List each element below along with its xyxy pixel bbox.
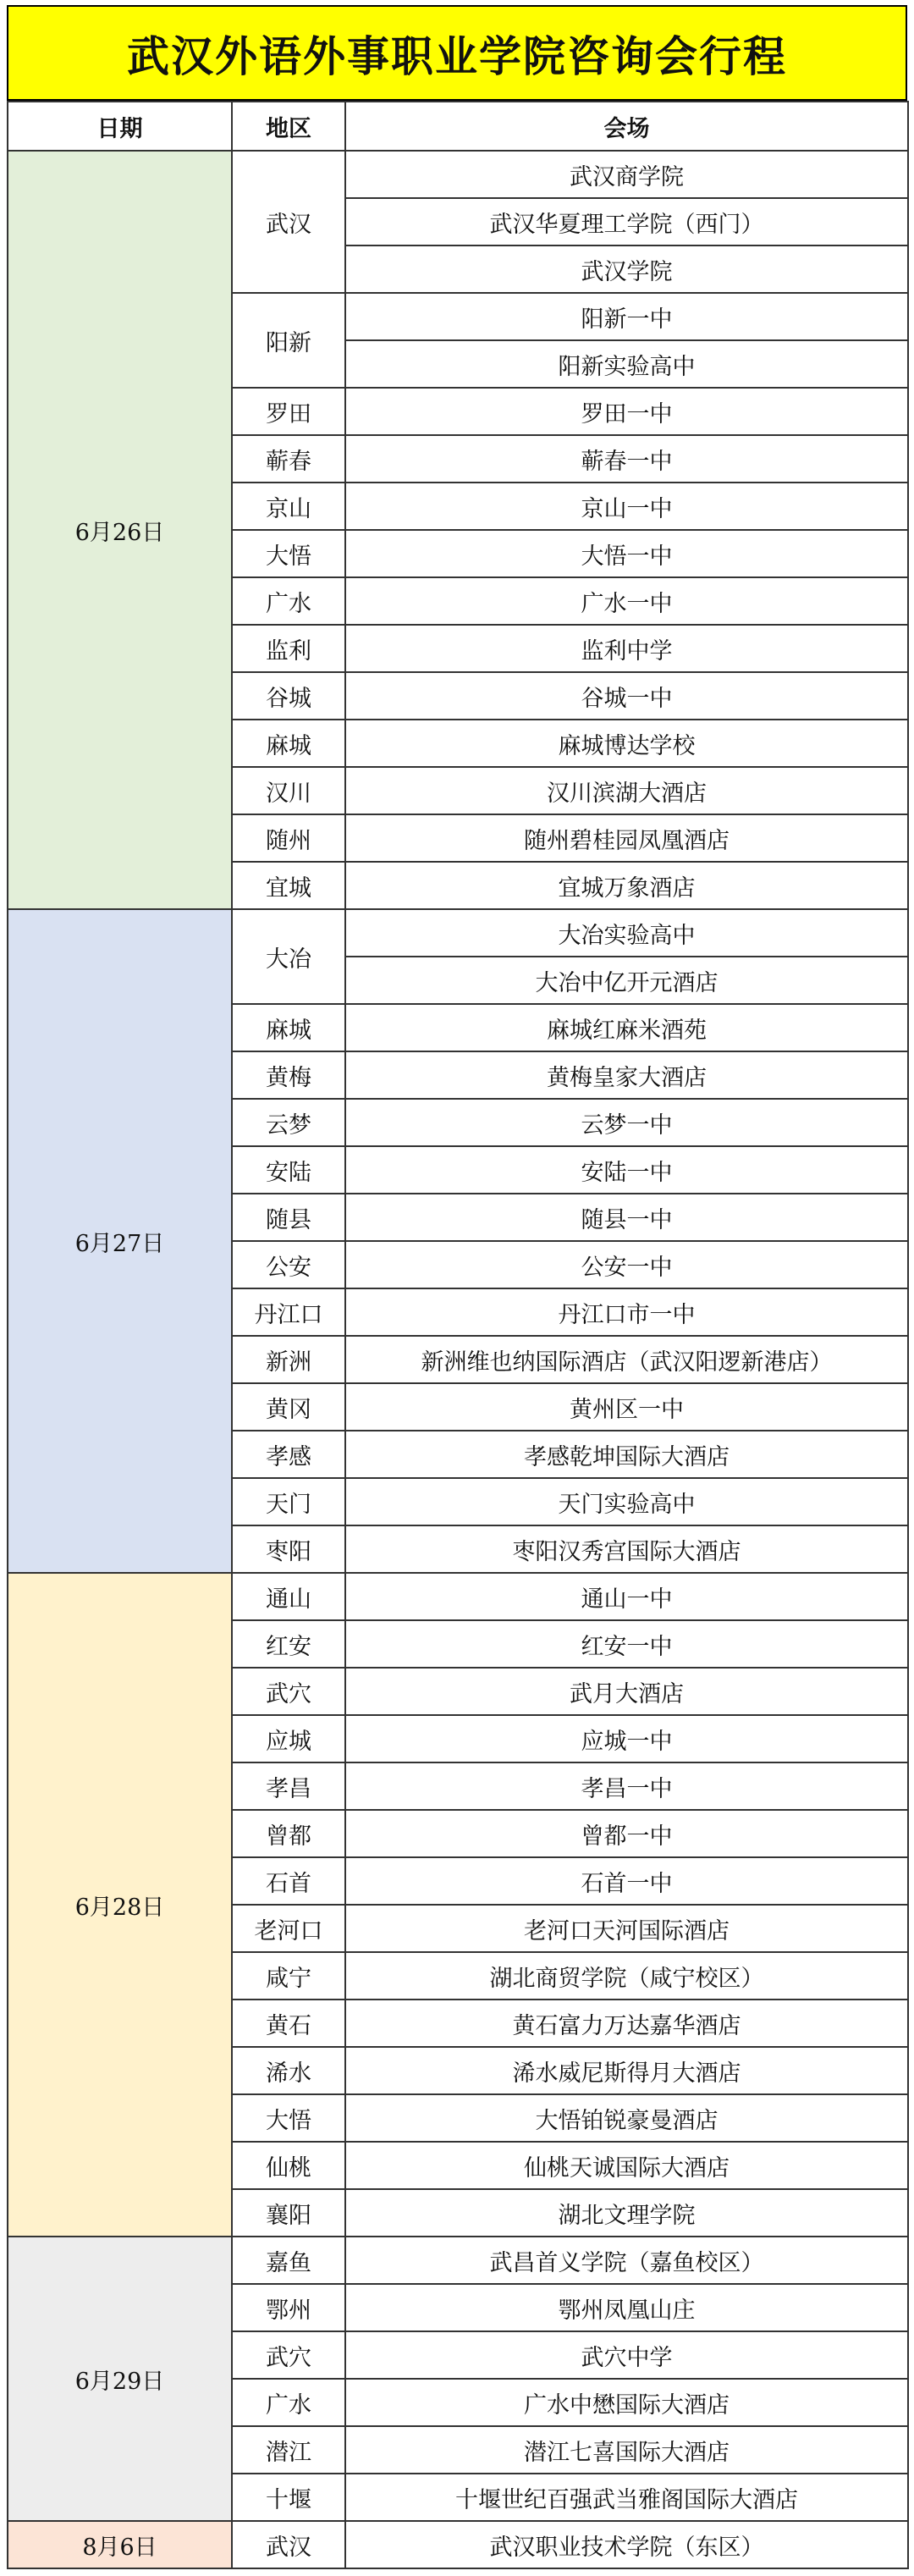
region-cell: 孝感 xyxy=(232,1431,345,1478)
region-cell: 京山 xyxy=(232,483,345,530)
table-row xyxy=(8,909,908,957)
schedule-sheet xyxy=(7,5,907,2569)
venue-cell: 孝感乾坤国际大酒店 xyxy=(345,1431,908,1478)
region-cell: 大冶 xyxy=(232,909,345,1004)
region-cell: 阳新 xyxy=(232,293,345,388)
venue-cell: 武汉商学院 xyxy=(345,151,908,198)
header-date: 日期 xyxy=(8,102,232,151)
venue-cell: 武汉学院 xyxy=(345,245,908,293)
region-cell: 随县 xyxy=(232,1194,345,1241)
venue-cell: 鄂州凤凰山庄 xyxy=(345,2284,908,2331)
venue-cell: 新洲维也纳国际酒店（武汉阳逻新港店） xyxy=(345,1336,908,1383)
venue-cell: 石首一中 xyxy=(345,1857,908,1905)
region-cell: 鄂州 xyxy=(232,2284,345,2331)
region-cell: 黄石 xyxy=(232,2000,345,2047)
venue-cell: 潜江七喜国际大酒店 xyxy=(345,2426,908,2474)
venue-cell: 云梦一中 xyxy=(345,1099,908,1146)
venue-cell: 随县一中 xyxy=(345,1194,908,1241)
venue-cell: 通山一中 xyxy=(345,1573,908,1620)
region-cell: 咸宁 xyxy=(232,1952,345,2000)
venue-cell: 老河口天河国际酒店 xyxy=(345,1905,908,1952)
region-cell: 罗田 xyxy=(232,388,345,435)
schedule-table xyxy=(7,101,909,2569)
region-cell: 仙桃 xyxy=(232,2142,345,2189)
region-cell: 武汉 xyxy=(232,2521,345,2568)
venue-cell: 麻城红麻米酒苑 xyxy=(345,1004,908,1051)
venue-cell: 汉川滨湖大酒店 xyxy=(345,767,908,814)
venue-cell: 大悟一中 xyxy=(345,530,908,577)
venue-cell: 武月大酒店 xyxy=(345,1668,908,1715)
region-cell: 十堰 xyxy=(232,2474,345,2521)
venue-cell: 宜城万象酒店 xyxy=(345,862,908,909)
region-cell: 曾都 xyxy=(232,1810,345,1857)
region-cell: 浠水 xyxy=(232,2047,345,2094)
venue-cell: 阳新实验高中 xyxy=(345,340,908,388)
venue-cell: 武昌首义学院（嘉鱼校区） xyxy=(345,2237,908,2284)
date-cell: 6月27日 xyxy=(8,909,232,1573)
region-cell: 黄冈 xyxy=(232,1383,345,1431)
venue-cell: 阳新一中 xyxy=(345,293,908,340)
region-cell: 老河口 xyxy=(232,1905,345,1952)
region-cell: 武穴 xyxy=(232,2331,345,2379)
region-cell: 麻城 xyxy=(232,720,345,767)
venue-cell: 应城一中 xyxy=(345,1715,908,1762)
region-cell: 新洲 xyxy=(232,1336,345,1383)
venue-cell: 孝昌一中 xyxy=(345,1762,908,1810)
venue-cell: 武汉华夏理工学院（西门） xyxy=(345,198,908,245)
region-cell: 武穴 xyxy=(232,1668,345,1715)
region-cell: 监利 xyxy=(232,625,345,672)
venue-cell: 黄梅皇家大酒店 xyxy=(345,1051,908,1099)
venue-cell: 天门实验高中 xyxy=(345,1478,908,1525)
region-cell: 谷城 xyxy=(232,672,345,720)
region-cell: 宜城 xyxy=(232,862,345,909)
region-cell: 广水 xyxy=(232,577,345,625)
venue-cell: 安陆一中 xyxy=(345,1146,908,1194)
venue-cell: 大悟铂锐豪曼酒店 xyxy=(345,2094,908,2142)
region-cell: 汉川 xyxy=(232,767,345,814)
venue-cell: 蕲春一中 xyxy=(345,435,908,483)
date-cell: 6月28日 xyxy=(8,1573,232,2237)
venue-cell: 京山一中 xyxy=(345,483,908,530)
venue-cell: 广水中懋国际大酒店 xyxy=(345,2379,908,2426)
venue-cell: 广水一中 xyxy=(345,577,908,625)
region-cell: 蕲春 xyxy=(232,435,345,483)
table-row xyxy=(8,151,908,198)
region-cell: 潜江 xyxy=(232,2426,345,2474)
venue-cell: 武汉职业技术学院（东区） xyxy=(345,2521,908,2568)
region-cell: 广水 xyxy=(232,2379,345,2426)
venue-cell: 监利中学 xyxy=(345,625,908,672)
date-cell: 6月26日 xyxy=(8,151,232,909)
region-cell: 云梦 xyxy=(232,1099,345,1146)
venue-cell: 罗田一中 xyxy=(345,388,908,435)
region-cell: 襄阳 xyxy=(232,2189,345,2237)
region-cell: 安陆 xyxy=(232,1146,345,1194)
venue-cell: 武穴中学 xyxy=(345,2331,908,2379)
page-title: 武汉外语外事职业学院咨询会行程 xyxy=(7,5,907,101)
venue-cell: 十堰世纪百强武当雅阁国际大酒店 xyxy=(345,2474,908,2521)
venue-cell: 公安一中 xyxy=(345,1241,908,1288)
region-cell: 枣阳 xyxy=(232,1525,345,1573)
region-cell: 大悟 xyxy=(232,530,345,577)
region-cell: 丹江口 xyxy=(232,1288,345,1336)
venue-cell: 曾都一中 xyxy=(345,1810,908,1857)
region-cell: 嘉鱼 xyxy=(232,2237,345,2284)
venue-cell: 湖北商贸学院（咸宁校区） xyxy=(345,1952,908,2000)
table-row xyxy=(8,2521,908,2568)
venue-cell: 黄州区一中 xyxy=(345,1383,908,1431)
region-cell: 孝昌 xyxy=(232,1762,345,1810)
table-row xyxy=(8,2237,908,2284)
region-cell: 黄梅 xyxy=(232,1051,345,1099)
region-cell: 大悟 xyxy=(232,2094,345,2142)
venue-cell: 丹江口市一中 xyxy=(345,1288,908,1336)
region-cell: 天门 xyxy=(232,1478,345,1525)
region-cell: 麻城 xyxy=(232,1004,345,1051)
header-venue: 会场 xyxy=(345,102,908,151)
venue-cell: 湖北文理学院 xyxy=(345,2189,908,2237)
header-row xyxy=(8,102,908,151)
schedule-body xyxy=(8,151,908,2568)
venue-cell: 随州碧桂园凤凰酒店 xyxy=(345,814,908,862)
date-cell: 8月6日 xyxy=(8,2521,232,2568)
venue-cell: 谷城一中 xyxy=(345,672,908,720)
region-cell: 通山 xyxy=(232,1573,345,1620)
venue-cell: 黄石富力万达嘉华酒店 xyxy=(345,2000,908,2047)
venue-cell: 仙桃天诚国际大酒店 xyxy=(345,2142,908,2189)
region-cell: 随州 xyxy=(232,814,345,862)
header-region: 地区 xyxy=(232,102,345,151)
region-cell: 武汉 xyxy=(232,151,345,293)
region-cell: 红安 xyxy=(232,1620,345,1668)
region-cell: 石首 xyxy=(232,1857,345,1905)
venue-cell: 大冶实验高中 xyxy=(345,909,908,957)
region-cell: 应城 xyxy=(232,1715,345,1762)
venue-cell: 麻城博达学校 xyxy=(345,720,908,767)
venue-cell: 浠水威尼斯得月大酒店 xyxy=(345,2047,908,2094)
table-row xyxy=(8,1573,908,1620)
venue-cell: 红安一中 xyxy=(345,1620,908,1668)
venue-cell: 大冶中亿开元酒店 xyxy=(345,957,908,1004)
region-cell: 公安 xyxy=(232,1241,345,1288)
venue-cell: 枣阳汉秀宫国际大酒店 xyxy=(345,1525,908,1573)
date-cell: 6月29日 xyxy=(8,2237,232,2521)
